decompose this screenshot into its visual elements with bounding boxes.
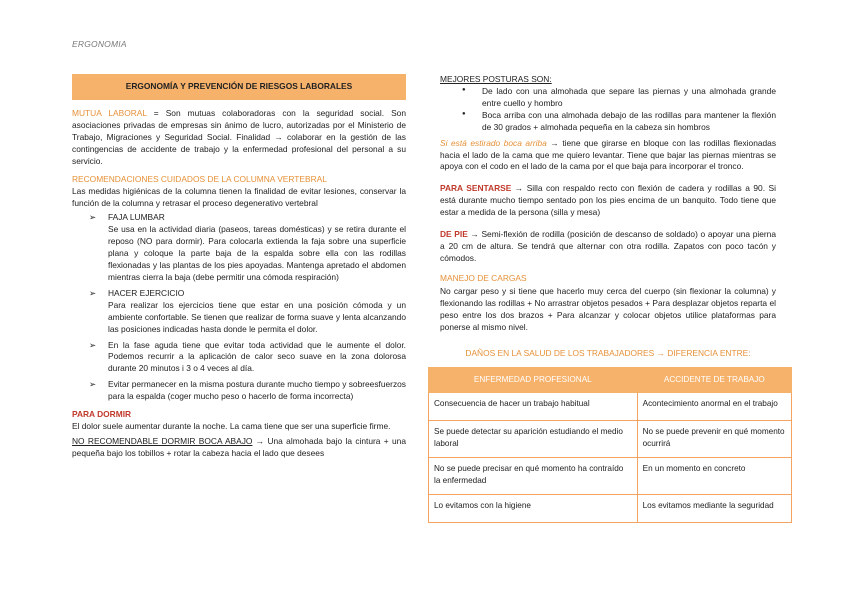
rec-intro: Las medidas higiénicas de la columna tienen la finalidad de evitar lesiones, conservar la función de la columna y retrasar el proceso degenerativo vertebral: [72, 186, 406, 209]
cargas-text: No cargar peso y si tiene que hacerlo muy cerca del cuerpo (sin flexionar la columna) y flexionando las rodillas + No arrastrar objetos pesados + Para desplazar objetos reparta el peso entre los dos brazos + Para alcanzar y colocar objetos utilice plataformas para ponerse al mismo nivel.: [440, 285, 776, 332]
table-row: [429, 393, 792, 421]
mutua-text: = Son mutuas colaboradoras con la seguridad social. Son asociaciones privadas de empresas sin ánimo de lucro, autorizadas por el Ministerio de Trabajo, Migraciones y Seguridad Social. Finalidad → colaborar en la gestión de las contingencias de accidente de trabajo y la enfermedad profesional del personal a su servicio.: [72, 107, 406, 166]
col-header: ACCIDENTE DE TRABAJO: [637, 368, 791, 393]
pie-paragraph: [440, 229, 776, 265]
evitar-text: Evitar permanecer en la misma postura durante mucho tiempo y sobreesfuerzos para la espalda (coger mucho peso o hacerlo de forma incorrecta): [108, 379, 406, 402]
table-cell: Los evitamos mediante la seguridad: [637, 495, 791, 523]
table-cell: Consecuencia de hacer un trabajo habitual: [429, 393, 638, 421]
estirado-label: Si está estirado boca arriba: [440, 137, 547, 148]
table-cell: Lo evitamos con la higiene: [429, 495, 638, 523]
rec-title: RECOMENDACIONES CUIDADOS DE LA COLUMNA VERTEBRAL: [72, 173, 327, 184]
table-row: [429, 458, 792, 495]
faja-text: Se usa en la actividad diaria (paseos, tareas domésticas) y se retira durante el reposo (NO para dormir). Para colocarla extienda la faja sobre una superficie plana y coloque la parte baja de la espalda sobre ella con las rodillas flexionadas y las plantas de los pies apoyadas. Mantenga apretado el abdomen mientras cierra la baja (debe permitir una cómoda respiración): [108, 224, 406, 282]
mutua-paragraph: [72, 108, 406, 168]
arrow-bullet-icon: ➢: [89, 339, 97, 350]
ejercicio-label: HACER EJERCICIO: [108, 287, 185, 298]
right-column: [434, 74, 785, 523]
sentarse-paragraph: [440, 183, 776, 219]
list-item: ● De lado con una almohada que separe las piernas y una almohada grande entre cuello y hombro: [440, 86, 776, 110]
col-header: ENFERMEDAD PROFESIONAL: [429, 368, 638, 393]
faja-label: FAJA LUMBAR: [108, 212, 165, 223]
evitar-item: [72, 379, 406, 403]
damage-title: DAÑOS EN LA SALUD DE LOS TRABAJADORES → DIFERENCIA ENTRE:: [465, 347, 751, 358]
table-row: [429, 421, 792, 458]
table-cell: No se puede precisar en qué momento ha contraído la enfermedad: [429, 458, 638, 495]
posturas-list: [440, 86, 776, 134]
table-header-row: [429, 368, 792, 393]
fase-text: En la fase aguda tiene que evitar toda actividad que le aumente el dolor. Podemos recurrir a la aplicación de calor seco suave en la zona dolorosa durante 20 minutos i 3 o 4 veces al día.: [108, 339, 406, 374]
estirado-paragraph: [440, 138, 776, 174]
no-rec-text: → Una almohada bajo la cintura + una pequeña bajo los tobillos + rotar la cabeza hacia el lado que desees: [72, 435, 406, 458]
pie-label: DE PIE: [440, 229, 468, 240]
sentarse-label: PARA SENTARSE: [440, 183, 512, 194]
sentarse-text: → Silla con respaldo recto con flexión de cadera y rodillas a 90. Si está durante mucho tiempo sentado pon los pies encima de un banquito. Todo tiene que estar a medida de la persona (silla y mesa): [440, 183, 776, 218]
arrow-bullet-icon: ➢: [89, 379, 97, 390]
fase-item: [72, 340, 406, 376]
dormir-label: PARA DORMIR: [72, 409, 132, 420]
section-banner: ERGONOMÍA Y PREVENCIÓN DE RIESGOS LABORALES: [72, 74, 406, 100]
faja-item: [72, 212, 406, 224]
table-cell: No se puede prevenir en qué momento ocurrirá: [637, 421, 791, 458]
page-header: ERGONOMIA: [72, 39, 127, 49]
table-cell: En un momento en concreto: [637, 458, 791, 495]
table-cell: Se puede detectar su aparición estudiando el medio laboral: [429, 421, 638, 458]
list-item: ● Boca arriba con una almohada debajo de las rodillas para mantener la flexión de 30 grados + almohada pequeña en la cabeza sin hombros: [440, 110, 776, 134]
no-rec-label: NO RECOMENDABLE DORMIR BOCA ABAJO: [72, 435, 253, 446]
comparison-table: [428, 367, 792, 523]
dormir-text: El dolor suele aumentar durante la noche. La cama tiene que ser una superficie firme.: [72, 421, 391, 432]
arrow-bullet-icon: ➢: [89, 212, 97, 223]
arrow-bullet-icon: ➢: [89, 287, 97, 298]
no-rec-paragraph: [72, 436, 406, 460]
cargas-title: MANEJO DE CARGAS: [440, 272, 527, 283]
left-column: [72, 74, 406, 466]
ejercicio-text: Para realizar los ejercicios tiene que estar en una posición cómoda y un ambiente confortable. Se tienen que realizar de forma suave y lenta alcanzando las posiciones indicadas hasta donde le permita el dolor.: [108, 299, 406, 334]
table-cell: Acontecimiento anormal en el trabajo: [637, 393, 791, 421]
mutua-label: MUTUA LABORAL: [72, 107, 147, 118]
pie-text: → Semi-flexión de rodilla (posición de descanso de soldado) o apoyar una pierna a 20 cm de altura. Se tendrá que alternar con otra rodilla. Zapatos con poco tacón y cómodos.: [440, 229, 776, 263]
estirado-text: → tiene que girarse en bloque con las rodillas flexionadas hacia el lado de la cama que me quiero levantar. Tiene que bajar las piernas mientras se apoya con el codo en el lado de la cama por el que baja para incorporar el tronco.: [440, 137, 777, 172]
mejores-label: MEJORES POSTURAS SON:: [440, 74, 552, 84]
table-row: [429, 495, 792, 523]
ejercicio-item: [72, 288, 406, 300]
